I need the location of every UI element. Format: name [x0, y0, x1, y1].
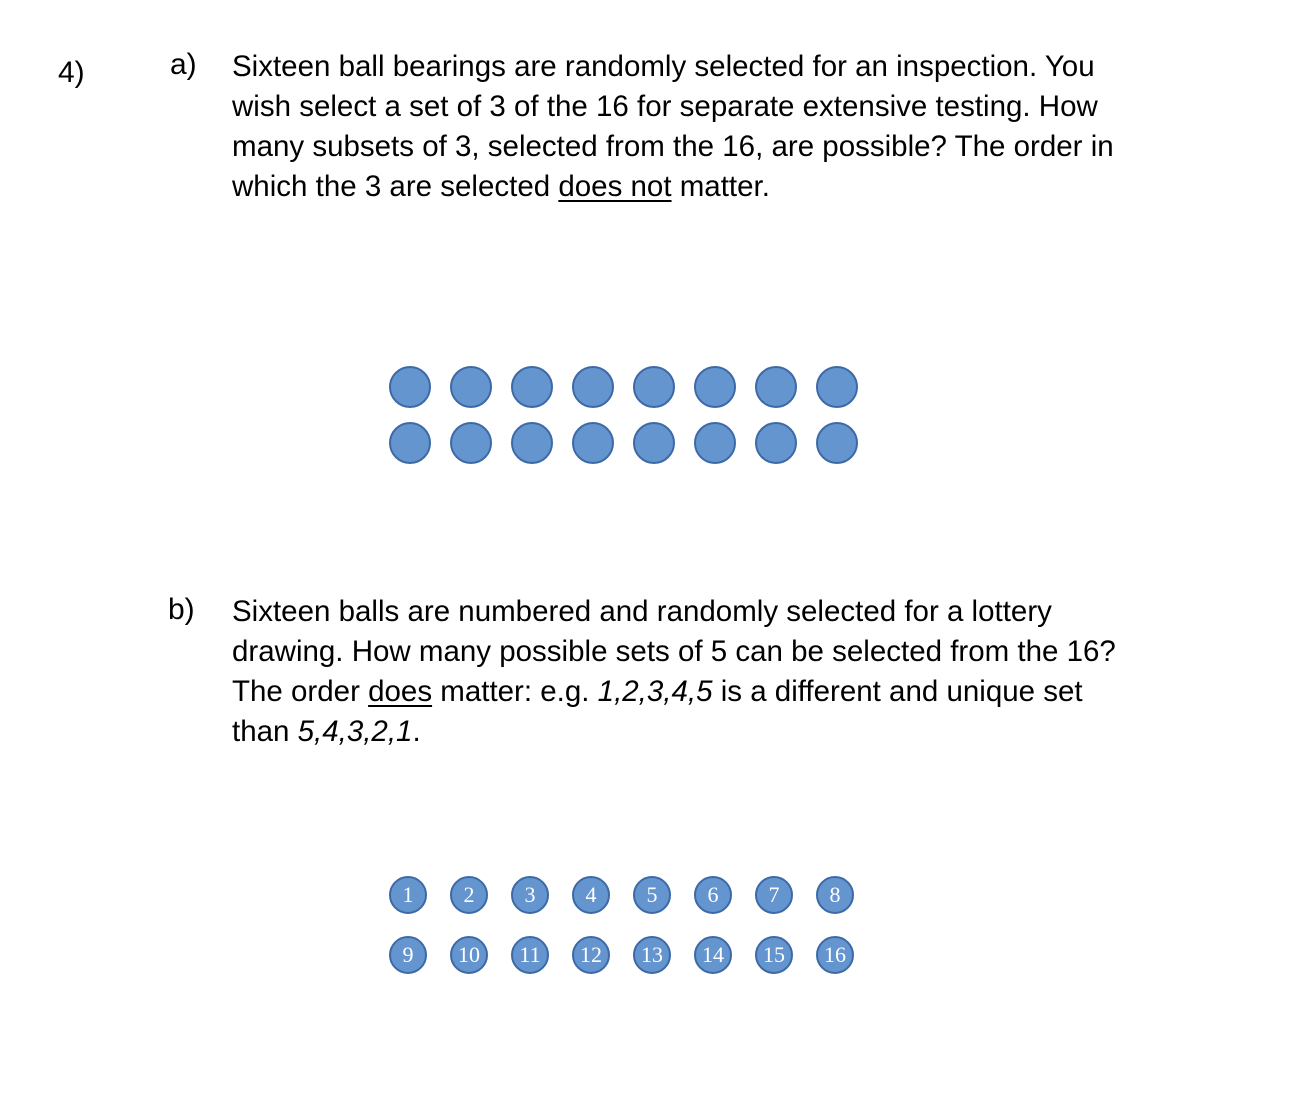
- ball-bearing: [511, 366, 553, 408]
- example-sequence-2: 5,4,3,2,1: [297, 715, 413, 748]
- part-b-line-4: [232, 712, 1272, 752]
- ball-bearing: [816, 422, 858, 464]
- ball-bearing: [572, 366, 614, 408]
- numbered-ball: 9: [389, 936, 427, 974]
- ball-bearing: [450, 366, 492, 408]
- numbered-ball: 3: [511, 876, 549, 914]
- part-b-text: [232, 592, 1272, 752]
- numbered-ball: 16: [816, 936, 854, 974]
- numbered-ball: 12: [572, 936, 610, 974]
- text-span: matter.: [671, 170, 770, 203]
- numbered-ball: 5: [633, 876, 671, 914]
- ball-bearing: [694, 366, 736, 408]
- numbered-ball: 14: [694, 936, 732, 974]
- ball-bearing: [816, 366, 858, 408]
- text-span: is a different and unique set: [712, 675, 1083, 708]
- emphasis-does-not: does not: [558, 170, 672, 203]
- numbered-ball: 2: [450, 876, 488, 914]
- ball-bearing: [694, 422, 736, 464]
- text-span: which the 3 are selected: [232, 170, 559, 203]
- question-number: 4): [58, 56, 85, 89]
- numbered-ball: 7: [755, 876, 793, 914]
- numbered-ball: 4: [572, 876, 610, 914]
- text-span: matter: e.g.: [432, 675, 598, 708]
- numbered-ball: 6: [694, 876, 732, 914]
- part-a-line-4: [232, 167, 1272, 207]
- ball-bearing: [450, 422, 492, 464]
- numbered-ball: 11: [511, 936, 549, 974]
- numbered-ball: 10: [450, 936, 488, 974]
- text-span: The order: [232, 675, 369, 708]
- text-span: .: [412, 715, 421, 748]
- part-b-line-2: drawing. How many possible sets of 5 can be selected from the 16?: [232, 635, 1116, 668]
- ball-bearing: [572, 422, 614, 464]
- ball-bearing: [389, 422, 431, 464]
- part-a-label: a): [170, 48, 197, 81]
- part-b-label: b): [168, 593, 195, 626]
- ball-bearing: [389, 366, 431, 408]
- part-a-text: [232, 47, 1272, 207]
- ball-bearing: [633, 422, 675, 464]
- numbered-ball: 15: [755, 936, 793, 974]
- ball-bearing: [755, 366, 797, 408]
- part-a-line-3: many subsets of 3, selected from the 16, are possible? The order in: [232, 130, 1114, 163]
- ball-bearing: [633, 366, 675, 408]
- ball-bearing: [511, 422, 553, 464]
- part-a-line-1: Sixteen ball bearings are randomly selected for an inspection. You: [232, 50, 1095, 83]
- text-span: than: [232, 715, 298, 748]
- numbered-ball: 8: [816, 876, 854, 914]
- emphasis-does: does: [368, 675, 433, 708]
- ball-bearing: [755, 422, 797, 464]
- part-b-line-3: [232, 672, 1272, 712]
- part-a-line-2: wish select a set of 3 of the 16 for separate extensive testing. How: [232, 90, 1098, 123]
- numbered-ball: 13: [633, 936, 671, 974]
- example-sequence-1: 1,2,3,4,5: [597, 675, 713, 708]
- numbered-ball: 1: [389, 876, 427, 914]
- part-b-line-1: Sixteen balls are numbered and randomly selected for a lottery: [232, 595, 1052, 628]
